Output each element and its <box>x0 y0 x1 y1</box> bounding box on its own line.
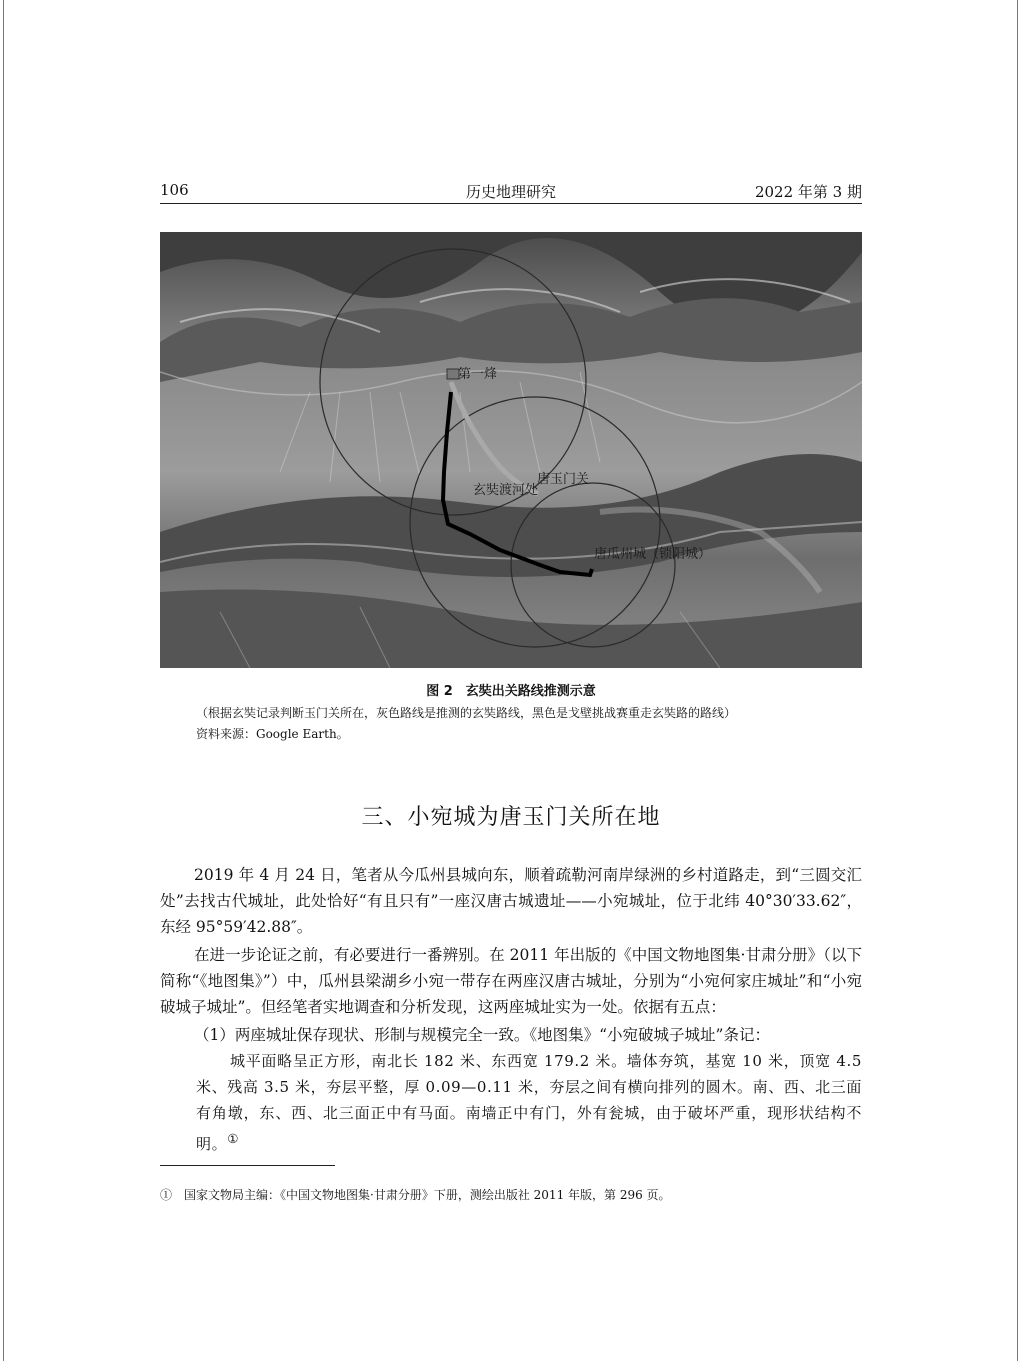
page-number: 106 <box>160 181 189 199</box>
label-beacon: 第一烽 <box>458 367 498 382</box>
satellite-map-figure <box>160 232 862 668</box>
figure-caption-note: （根据玄奘记录判断玉门关所在，灰色路线是推测的玄奘路线，黑色是戈壁挑战赛重走玄奘路的路线） <box>196 706 737 720</box>
footnote-text: 国家文物局主编：《中国文物地图集·甘肃分册》下册，测绘出版社 2011 年版，第 296 页。 <box>184 1188 671 1202</box>
section-title: 三、小宛城为唐玉门关所在地 <box>361 805 661 830</box>
figure-source: 资料来源：Google Earth。 <box>196 727 349 741</box>
body-paragraph: 在进一步论证之前，有必要进行一番辨别。在 2011 年出版的《中国文物地图集·甘肃分册》（以下简称“《地图集》”）中，瓜州县梁湖乡小宛一带存在两座汉唐古城址，分别为“小宛何家庄城址”和“小宛破城子城址”。但经笔者实地调查和分析发现，这两座城址实为一处。依据有五点： <box>160 946 862 1016</box>
issue-label: 2022 年第 3 期 <box>754 183 862 201</box>
map-svg <box>160 232 862 668</box>
body-paragraph: 2019 年 4 月 24 日，笔者从今瓜州县城向东，顺着疏勒河南岸绿洲的乡村道路走，到“三圆交汇处”去找古代城址，此处恰好“有且只有”一座汉唐古城遗址——小宛城址，位于北纬 40°30′33.62″，东经 95°59′42.88″。 <box>160 866 862 936</box>
header-rule <box>160 203 862 204</box>
label-gate: 唐玉门关 <box>537 472 590 487</box>
figure-caption-title: 图 2 玄奘出关路线推测示意 <box>426 684 596 699</box>
label-ford: 玄奘渡河处 <box>473 483 539 498</box>
block-quote-text: 城平面略呈正方形，南北长 182 米、东西宽 179.2 米。墙体夯筑，基宽 10 米，顶宽 4.5 米、残高 3.5 米，夯层平整，厚 0.09—0.11 米，夯层之间有横向排列的圆木。南、西、北三面有角墩，东、西、北三面正中有马面。南墙正中有门，外有瓮城，由于破坏严重，现形状结构不明。 <box>196 1052 862 1153</box>
journal-title: 历史地理研究 <box>465 183 556 201</box>
footnote-ref: ① <box>227 1131 240 1146</box>
footnote-rule <box>160 1165 335 1166</box>
page-edge-left <box>3 0 4 1361</box>
footnote <box>160 1186 671 1203</box>
running-header <box>160 178 862 204</box>
label-city: 唐瓜州城（锁阳城） <box>594 547 712 562</box>
footnote-mark: ① <box>160 1188 173 1202</box>
body-paragraph: （1）两座城址保存现状、形制与规模完全一致。《地图集》“小宛破城子城址”条记： <box>194 1026 770 1044</box>
block-quote <box>196 1048 862 1157</box>
page-edge-right <box>1017 0 1018 1361</box>
